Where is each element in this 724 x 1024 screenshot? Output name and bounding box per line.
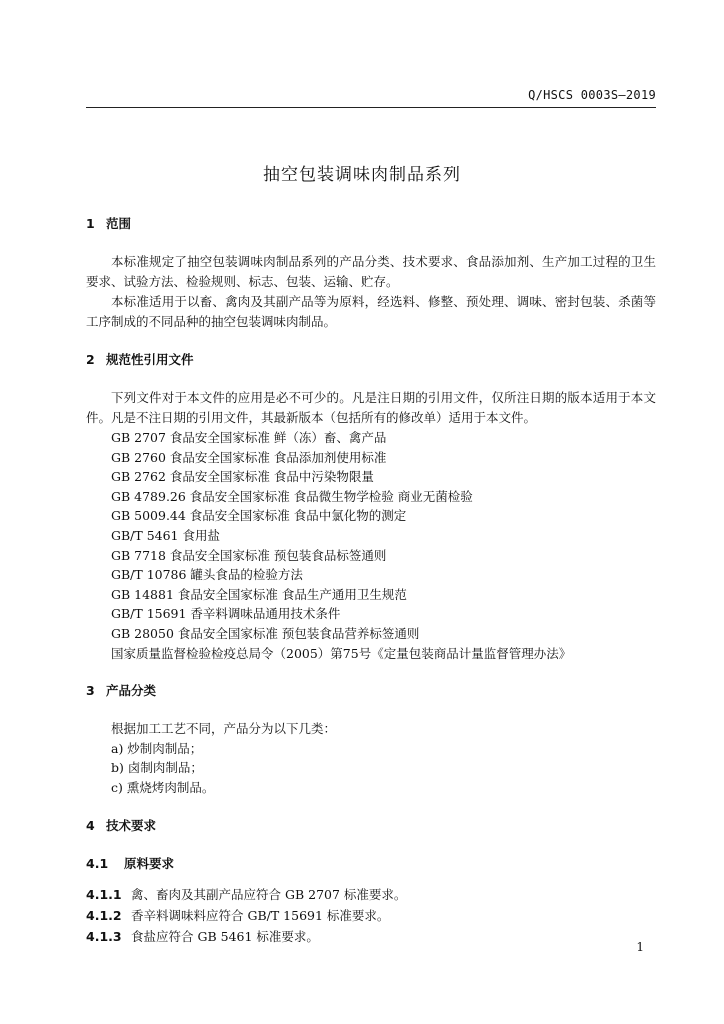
section-3-heading xyxy=(86,681,656,701)
clause-text: 食盐应符合 GB 5461 标准要求。 xyxy=(131,928,319,944)
reference-item: 国家质量监督检验检疫总局令（2005）第75号《定量包装商品计量监督管理办法》 xyxy=(111,645,572,661)
clause-text: 香辛料调味料应符合 GB/T 15691 标准要求。 xyxy=(131,907,390,923)
section-title: 规范性引用文件 xyxy=(106,352,194,367)
clause-number: 4.1.3 xyxy=(86,928,122,944)
scope-paragraph-2: 本标准适用于以畜、禽肉及其副产品等为原料，经选料、修整、预处理、调味、密封包装、杀菌等工序制成的不同品种的抽空包装调味肉制品。 xyxy=(86,294,656,329)
reference-item: GB 28050 食品安全国家标准 预包装食品营养标签通则 xyxy=(111,625,420,641)
reference-item: GB/T 5461 食用盐 xyxy=(111,527,220,543)
section-4-heading xyxy=(86,816,656,836)
reference-item: GB/T 10786 罐头食品的检验方法 xyxy=(111,567,303,583)
classification-item: a) 炒制肉制品； xyxy=(111,740,203,756)
clause-number: 4.1.2 xyxy=(86,907,122,923)
section-number: 4 xyxy=(86,817,95,833)
reference-item: GB 5009.44 食品安全国家标准 食品中氯化物的测定 xyxy=(111,508,407,524)
section-number: 2 xyxy=(86,352,95,367)
reference-item: GB 2707 食品安全国家标准 鲜（冻）畜、禽产品 xyxy=(111,430,387,445)
section-number: 1 xyxy=(86,216,95,231)
section-number: 3 xyxy=(86,683,95,699)
reference-item: GB 7718 食品安全国家标准 预包装食品标签通则 xyxy=(111,547,387,563)
references-intro: 下列文件对于本文件的应用是必不可少的。凡是注日期的引用文件，仅所注日期的版本适用于本文件。凡是不注日期的引用文件，其最新版本（包括所有的修改单）适用于本文件。 xyxy=(86,390,656,425)
reference-item: GB 14881 食品安全国家标准 食品生产通用卫生规范 xyxy=(111,586,407,602)
reference-item: GB 2760 食品安全国家标准 食品添加剂使用标准 xyxy=(111,449,387,465)
clause-text: 禽、畜肉及其副产品应符合 GB 2707 标准要求。 xyxy=(131,886,407,902)
section-title: 产品分类 xyxy=(106,683,157,699)
section-2-heading xyxy=(86,350,656,370)
clause-4-1-2 xyxy=(86,905,656,926)
section-title: 技术要求 xyxy=(106,817,157,833)
document-body xyxy=(86,214,656,947)
header-rule xyxy=(86,107,656,108)
clause-4-1-3 xyxy=(86,926,656,947)
subsection-4-1-heading xyxy=(86,854,656,874)
classification-intro: 根据加工工艺不同，产品分为以下几类： xyxy=(111,721,337,737)
clause-4-1-1 xyxy=(86,884,656,905)
classification-item: c) 熏烧烤肉制品。 xyxy=(111,779,215,795)
reference-item: GB 2762 食品安全国家标准 食品中污染物限量 xyxy=(111,469,374,485)
section-title: 范围 xyxy=(106,216,132,231)
reference-item: GB/T 15691 香辛料调味品通用技术条件 xyxy=(111,606,341,622)
classification-item: b) 卤制肉制品； xyxy=(111,760,203,776)
document-title: 抽空包装调味肉制品系列 xyxy=(263,165,461,185)
subsection-number: 4.1 xyxy=(86,855,109,871)
page-number: 1 xyxy=(636,940,644,954)
clause-number: 4.1.1 xyxy=(86,886,122,902)
section-1-heading xyxy=(86,214,656,234)
scope-paragraph-1: 本标准规定了抽空包装调味肉制品系列的产品分类、技术要求、食品添加剂、生产加工过程的卫生要求、试验方法、检验规则、标志、包装、运输、贮存。 xyxy=(86,254,656,289)
reference-item: GB 4789.26 食品安全国家标准 食品微生物学检验 商业无菌检验 xyxy=(111,488,473,504)
standard-code: Q/HSCS 0003S—2019 xyxy=(528,88,656,102)
subsection-title: 原料要求 xyxy=(124,855,175,871)
